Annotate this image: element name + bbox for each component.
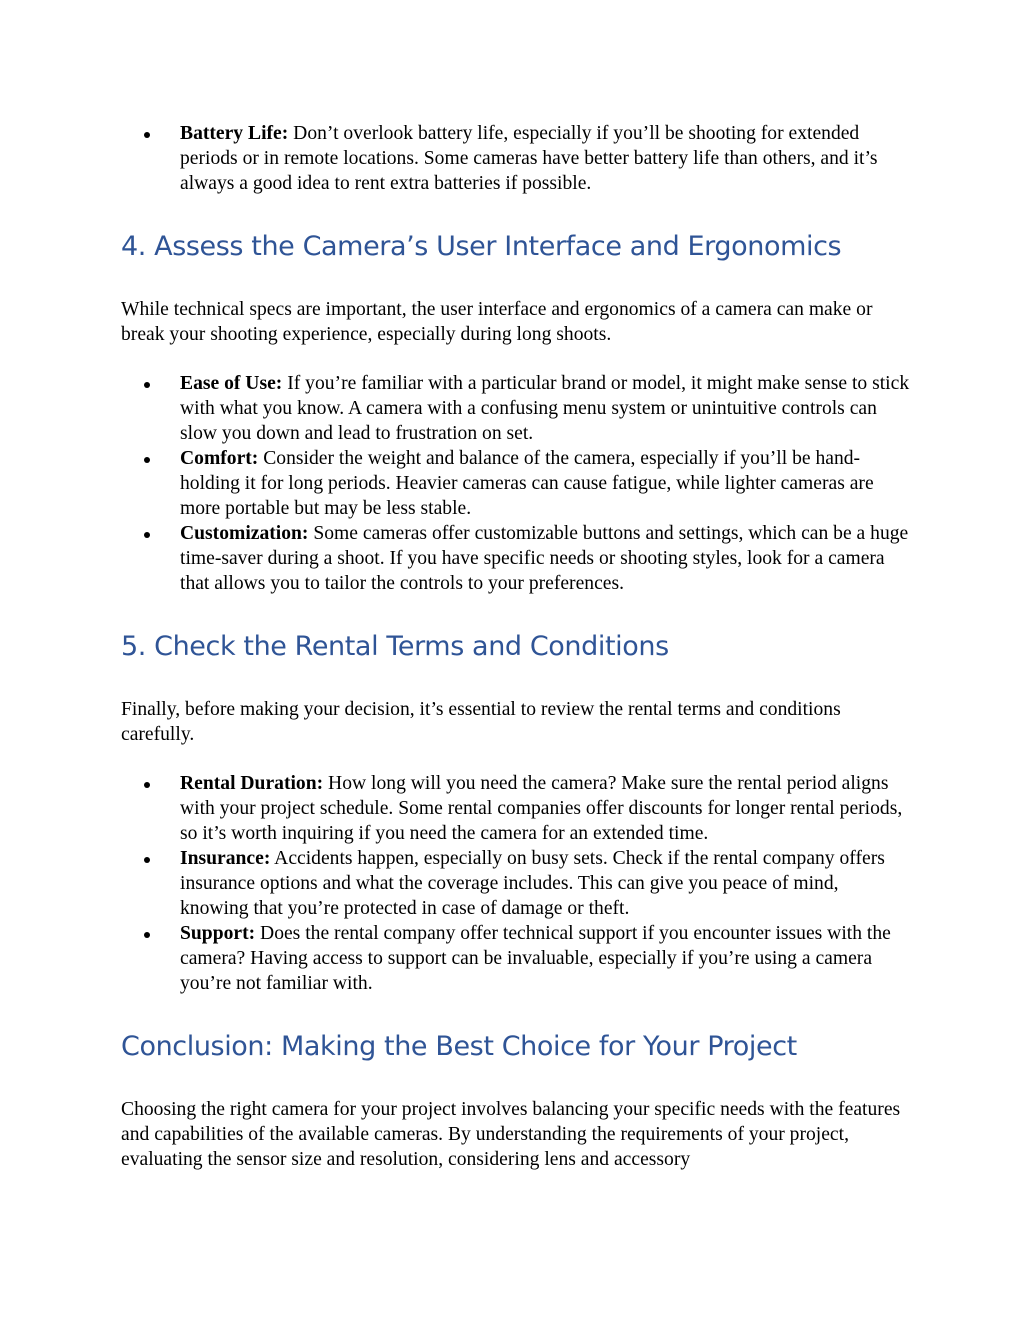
list-item — [121, 771, 911, 846]
bullet-icon — [144, 132, 150, 138]
bullet-icon — [144, 382, 150, 388]
bullet-icon — [144, 457, 150, 463]
list-item-text: Don’t overlook battery life, especially if you’ll be shooting for extended periods or in remote locations. Some cameras have better battery life than others, and it’s always a good idea to rent extra batteries if possible. — [180, 123, 878, 194]
list-item-text: If you’re familiar with a particular brand or model, it might make sense to stick with what you know. A camera with a confusing menu system or unintuitive controls can slow you down and lead to frustration on set. — [180, 373, 910, 444]
section-heading-ergonomics: 4. Assess the Camera’s User Interface and Ergonomics — [121, 231, 842, 262]
conclusion-paragraph: Choosing the right camera for your project involves balancing your specific needs with the features and capabilities of the available cameras. By understanding the requirements of your project, evaluating the sensor size and resolution, considering lens and accessory — [121, 1099, 901, 1170]
list-item-term: Support: — [180, 923, 256, 944]
list-item-text: Consider the weight and balance of the camera, especially if you’ll be hand-holding it for long periods. Heavier cameras can cause fatigue, while lighter cameras are more portable but may be less stable. — [180, 448, 874, 519]
list-item — [121, 446, 911, 521]
list-item-term: Comfort: — [180, 448, 259, 469]
bullet-icon — [144, 532, 150, 538]
section-intro-rental-terms: Finally, before making your decision, it’s essential to review the rental terms and conditions carefully. — [121, 699, 841, 745]
list-item-term: Customization: — [180, 523, 309, 544]
bullet-icon — [144, 857, 150, 863]
list-item — [121, 846, 911, 921]
list-item — [121, 371, 911, 446]
list-item-term: Battery Life: — [180, 123, 289, 144]
section-heading-conclusion: Conclusion: Making the Best Choice for Your Project — [121, 1031, 797, 1062]
list-item-term: Insurance: — [180, 848, 271, 869]
battery-list — [121, 121, 911, 196]
ergonomics-list — [121, 371, 911, 596]
bullet-icon — [144, 782, 150, 788]
list-item — [121, 121, 911, 196]
section-intro-ergonomics: While technical specs are important, the user interface and ergonomics of a camera can make or break your shooting experience, especially during long shoots. — [121, 299, 873, 345]
section-heading-rental-terms: 5. Check the Rental Terms and Conditions — [121, 631, 669, 662]
list-item-text: How long will you need the camera? Make sure the rental period aligns with your project schedule. Some rental companies offer discounts for longer rental periods, so it’s worth inquiring if you need the camera for an extended time. — [180, 773, 903, 844]
list-item-term: Rental Duration: — [180, 773, 324, 794]
list-item-text: Some cameras offer customizable buttons and settings, which can be a huge time-saver during a shoot. If you have specific needs or shooting styles, look for a camera that allows you to tailor the controls to your preferences. — [180, 523, 909, 594]
rental-terms-list — [121, 771, 911, 996]
list-item — [121, 521, 911, 596]
list-item-term: Ease of Use: — [180, 373, 283, 394]
document-body — [121, 121, 911, 1172]
list-item — [121, 921, 911, 996]
list-item-text: Accidents happen, especially on busy sets. Check if the rental company offers insurance options and what the coverage includes. This can give you peace of mind, knowing that you’re protected in case of damage or theft. — [180, 848, 885, 919]
list-item-text: Does the rental company offer technical support if you encounter issues with the camera? Having access to support can be invaluable, especially if you’re using a camera you’re not familiar with. — [180, 923, 891, 994]
bullet-icon — [144, 932, 150, 938]
